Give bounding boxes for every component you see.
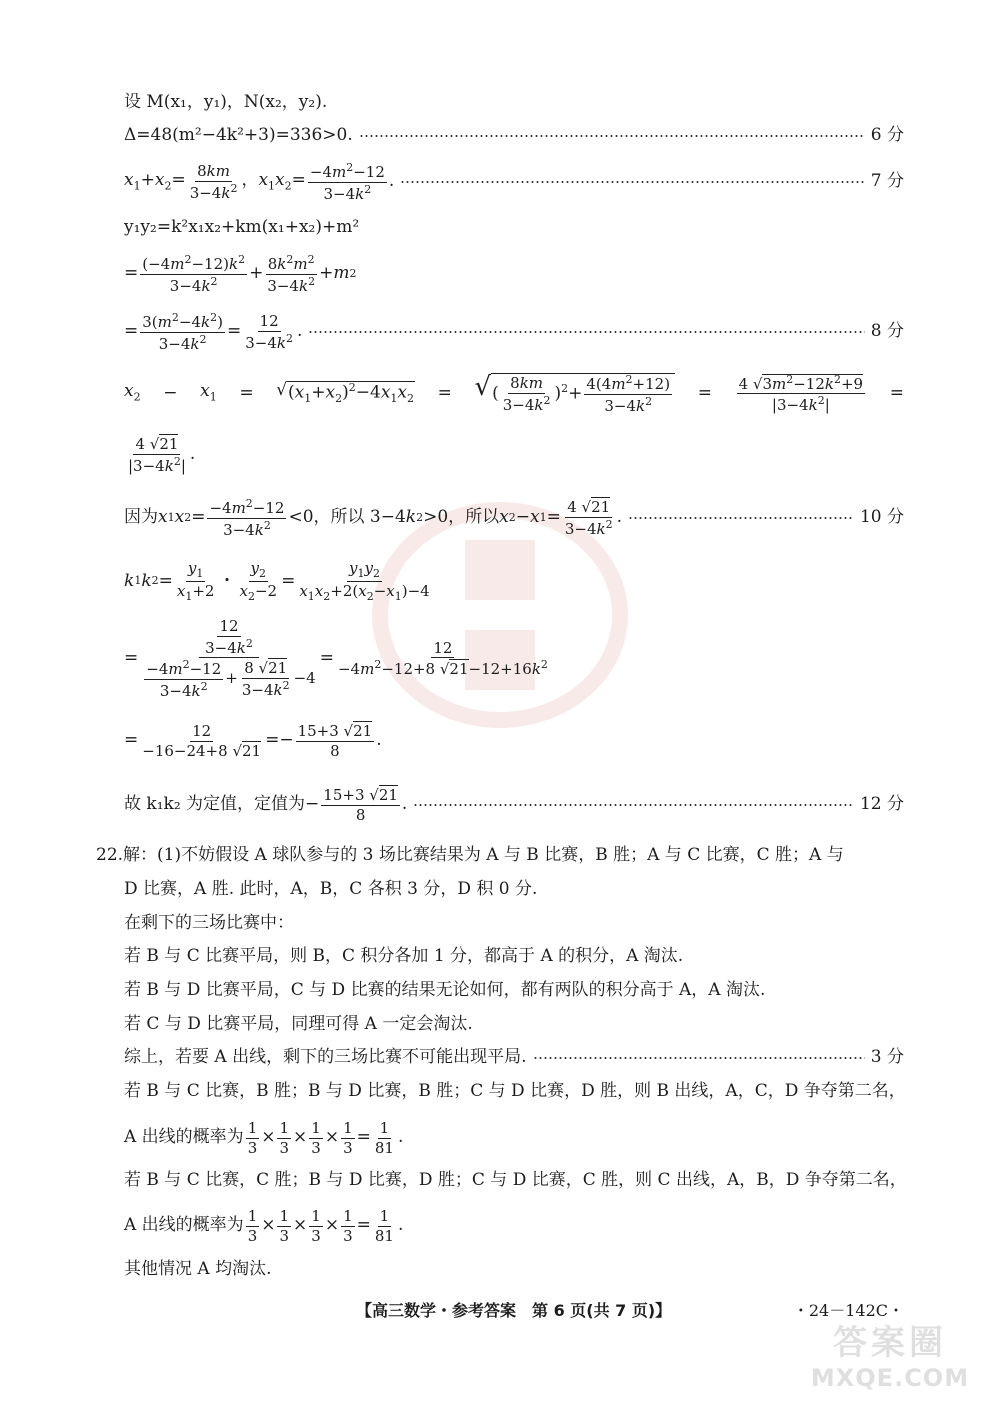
p22-line-10: [124, 1170, 907, 1191]
p22-prob-2-prefix: A 出线的概率为: [124, 1215, 244, 1236]
p22-text-8: 若 B 与 C 比赛，B 胜；B 与 D 比赛，B 胜；C 与 D 比赛，D 胜，则 B 出线，A，C，D 争夺第二名，: [124, 1081, 906, 1101]
line-k1k2-substitute: [124, 618, 904, 699]
y1y2-text: y₁y₂=k²x₁x₂+km(x₁+x₂)+m²: [124, 217, 360, 237]
leader-dots: [533, 1057, 865, 1059]
score-12: 12 分: [859, 794, 904, 815]
p22-text-5: 若 B 与 D 比赛平局，C 与 D 比赛的结果无论如何，都有两队的积分高于 A，A 淘汰.: [124, 980, 766, 1000]
p22-line-12: [124, 1260, 904, 1280]
p22-text-2: D 比赛，A 胜. 此时，A，B，C 各积 3 分，D 积 0 分.: [124, 879, 538, 899]
score-6: 6 分: [870, 125, 904, 145]
line-y1y2: [124, 218, 904, 238]
leader-dots: [308, 331, 864, 333]
p22-line-9: [124, 1120, 904, 1156]
because-formula: 因为 x 1 x 2 = $\frac{-4m^2-12}{3-4k^2}$ <0，所以 3−4 k 2 >0，所以 x 2 − x 1 = $\frac{4 √21}{3-4k^2}$ .: [124, 497, 623, 539]
p22-text-3: 在剩下的三场比赛中：: [124, 913, 294, 933]
delta-text: Δ=48(m²−4k²+3)=336>0.: [124, 125, 353, 145]
score-10: 10 分: [859, 507, 904, 528]
p22-line-5: [124, 981, 904, 1001]
p22-prob-1: A 出线的概率为 $\frac{1}{3}$ × $\frac{1}{3}$ × $\frac{1}{3}$ × $\frac{1}{3}$ = $\frac{1}{81}$ .: [124, 1119, 404, 1157]
leader-dots: [400, 181, 864, 183]
footer-title: 【高三数学・参考答案 第 6 页(共 7 页)】: [356, 1301, 672, 1320]
y1y2-result-formula: = $\frac{3(m^2-4k^2)}{3-4k^2}$ = $\frac{12}{3-4k^2}$ .: [124, 311, 303, 353]
line-x2x1-result: $\frac{4 √21}{|3-4k^2|}$ .: [128, 435, 196, 475]
watermark-line-1: 答案圈: [833, 1323, 947, 1363]
p22-line-8: [124, 1082, 904, 1102]
leader-dots: [628, 517, 854, 519]
footer-code: ・24－142C・: [792, 1301, 904, 1320]
k1k2-formula: k 1 k 2 = $\frac{y_1}{x_1+2}$ ・ $\frac{y_2}{x_2-2}$ = $\frac{y_1y_2}{x_1x_2+2(x_2-x_1)-4}$: [124, 559, 430, 604]
watermark-line-2: MXQE.COM: [810, 1364, 970, 1392]
p22-line-1: [96, 846, 904, 866]
k1k2-value-formula: = $\frac{12}{-16-24+8 √21}$ =− $\frac{15+3 √21}{8}$ .: [124, 722, 382, 760]
score-7: 7 分: [870, 171, 904, 192]
line-k1k2: [124, 560, 904, 603]
line-because: [124, 498, 904, 538]
p22-line-3: [124, 914, 904, 934]
p22-text-10: 若 B 与 C 比赛，C 胜；B 与 D 比赛，D 胜；C 与 D 比赛，C 胜，则 C 出线，A，B，D 争夺第二名，: [124, 1170, 907, 1190]
p22-line-2: [124, 880, 904, 900]
p22-text-1: 22.解：(1)不妨假设 A 球队参与的 3 场比赛结果为 A 与 B 比赛，B 胜；A 与 C 比赛，C 胜；A 与: [96, 845, 844, 865]
set-points-text: 设 M(x₁，y₁)，N(x₂，y₂).: [124, 92, 328, 112]
line-k1k2-value: [124, 723, 904, 759]
vieta-formula: $x_1+x_2=$ $\frac{8km}{3-4k^2}$ ，$x_1x_2=$ $\frac{-4m^2-12}{3-4k^2}$ .: [124, 161, 395, 203]
conclusion-prefix: 故 k₁k₂ 为定值，定值为: [124, 794, 306, 815]
p22-line-4: [124, 947, 904, 967]
p22-prob-1-prefix: A 出线的概率为: [124, 1127, 244, 1148]
p22-text-6: 若 C 与 D 比赛平局，同理可得 A 一定会淘汰.: [124, 1014, 473, 1034]
y1y2-expand-formula: = $\frac{(-4m^2-12)k^2}{3-4k^2}$ + $\frac{8k^2m^2}{3-4k^2}$ + m 2: [124, 253, 357, 295]
line-vieta: [124, 162, 904, 202]
score-3: 3 分: [870, 1047, 904, 1067]
p22-text-7: 综上，若要 A 出线，剩下的三场比赛不可能出现平局.: [124, 1047, 527, 1067]
leader-dots: [413, 804, 854, 806]
site-watermark-logo: [800, 1315, 980, 1395]
p22-line-7: [124, 1048, 904, 1068]
line-x2-minus-x1: $x_2$ − $x_1$ = √ $(x_1+x_2)^2-4x_1x_2$ = √ ( $\frac{8km}{3-4k^2}$ )$^2$+ $\frac{4(4m^2+12)}{3-4k^2}$ = $\frac{4 √3m^2-12k^2+9}{|3-4k^2|}$ =: [124, 372, 904, 415]
p22-prob-2: A 出线的概率为 $\frac{1}{3}$ × $\frac{1}{3}$ × $\frac{1}{3}$ × $\frac{1}{3}$ = $\frac{1}{81}$ .: [124, 1207, 404, 1245]
p22-text-12: 其他情况 A 均淘汰.: [124, 1259, 272, 1279]
conclusion-formula: 故 k₁k₂ 为定值，定值为 − $\frac{15+3 √21}{8}$ .: [124, 786, 408, 824]
p22-line-6: [124, 1015, 904, 1035]
leader-dots: [359, 135, 865, 137]
line-set-points: [124, 93, 904, 113]
line-y1y2-expand: [124, 254, 904, 294]
line-y1y2-result: [124, 312, 904, 352]
line-conclusion: [124, 787, 904, 823]
p22-text-4: 若 B 与 C 比赛平局，则 B，C 积分各加 1 分，都高于 A 的积分，A 淘汰.: [124, 946, 684, 966]
k1k2-substitute-formula: = $\frac{12}{3-4k^2}$ $\frac{-4m^2-12}{3-4k^2}$ + $\frac{8 √21}{3-4k^2}$ −4 = $\frac{12}{-4m^2-12+8 √21-12+16k^2}$: [124, 617, 548, 700]
score-8: 8 分: [870, 321, 904, 342]
p22-line-11: [124, 1208, 904, 1244]
line-delta: [124, 126, 904, 146]
